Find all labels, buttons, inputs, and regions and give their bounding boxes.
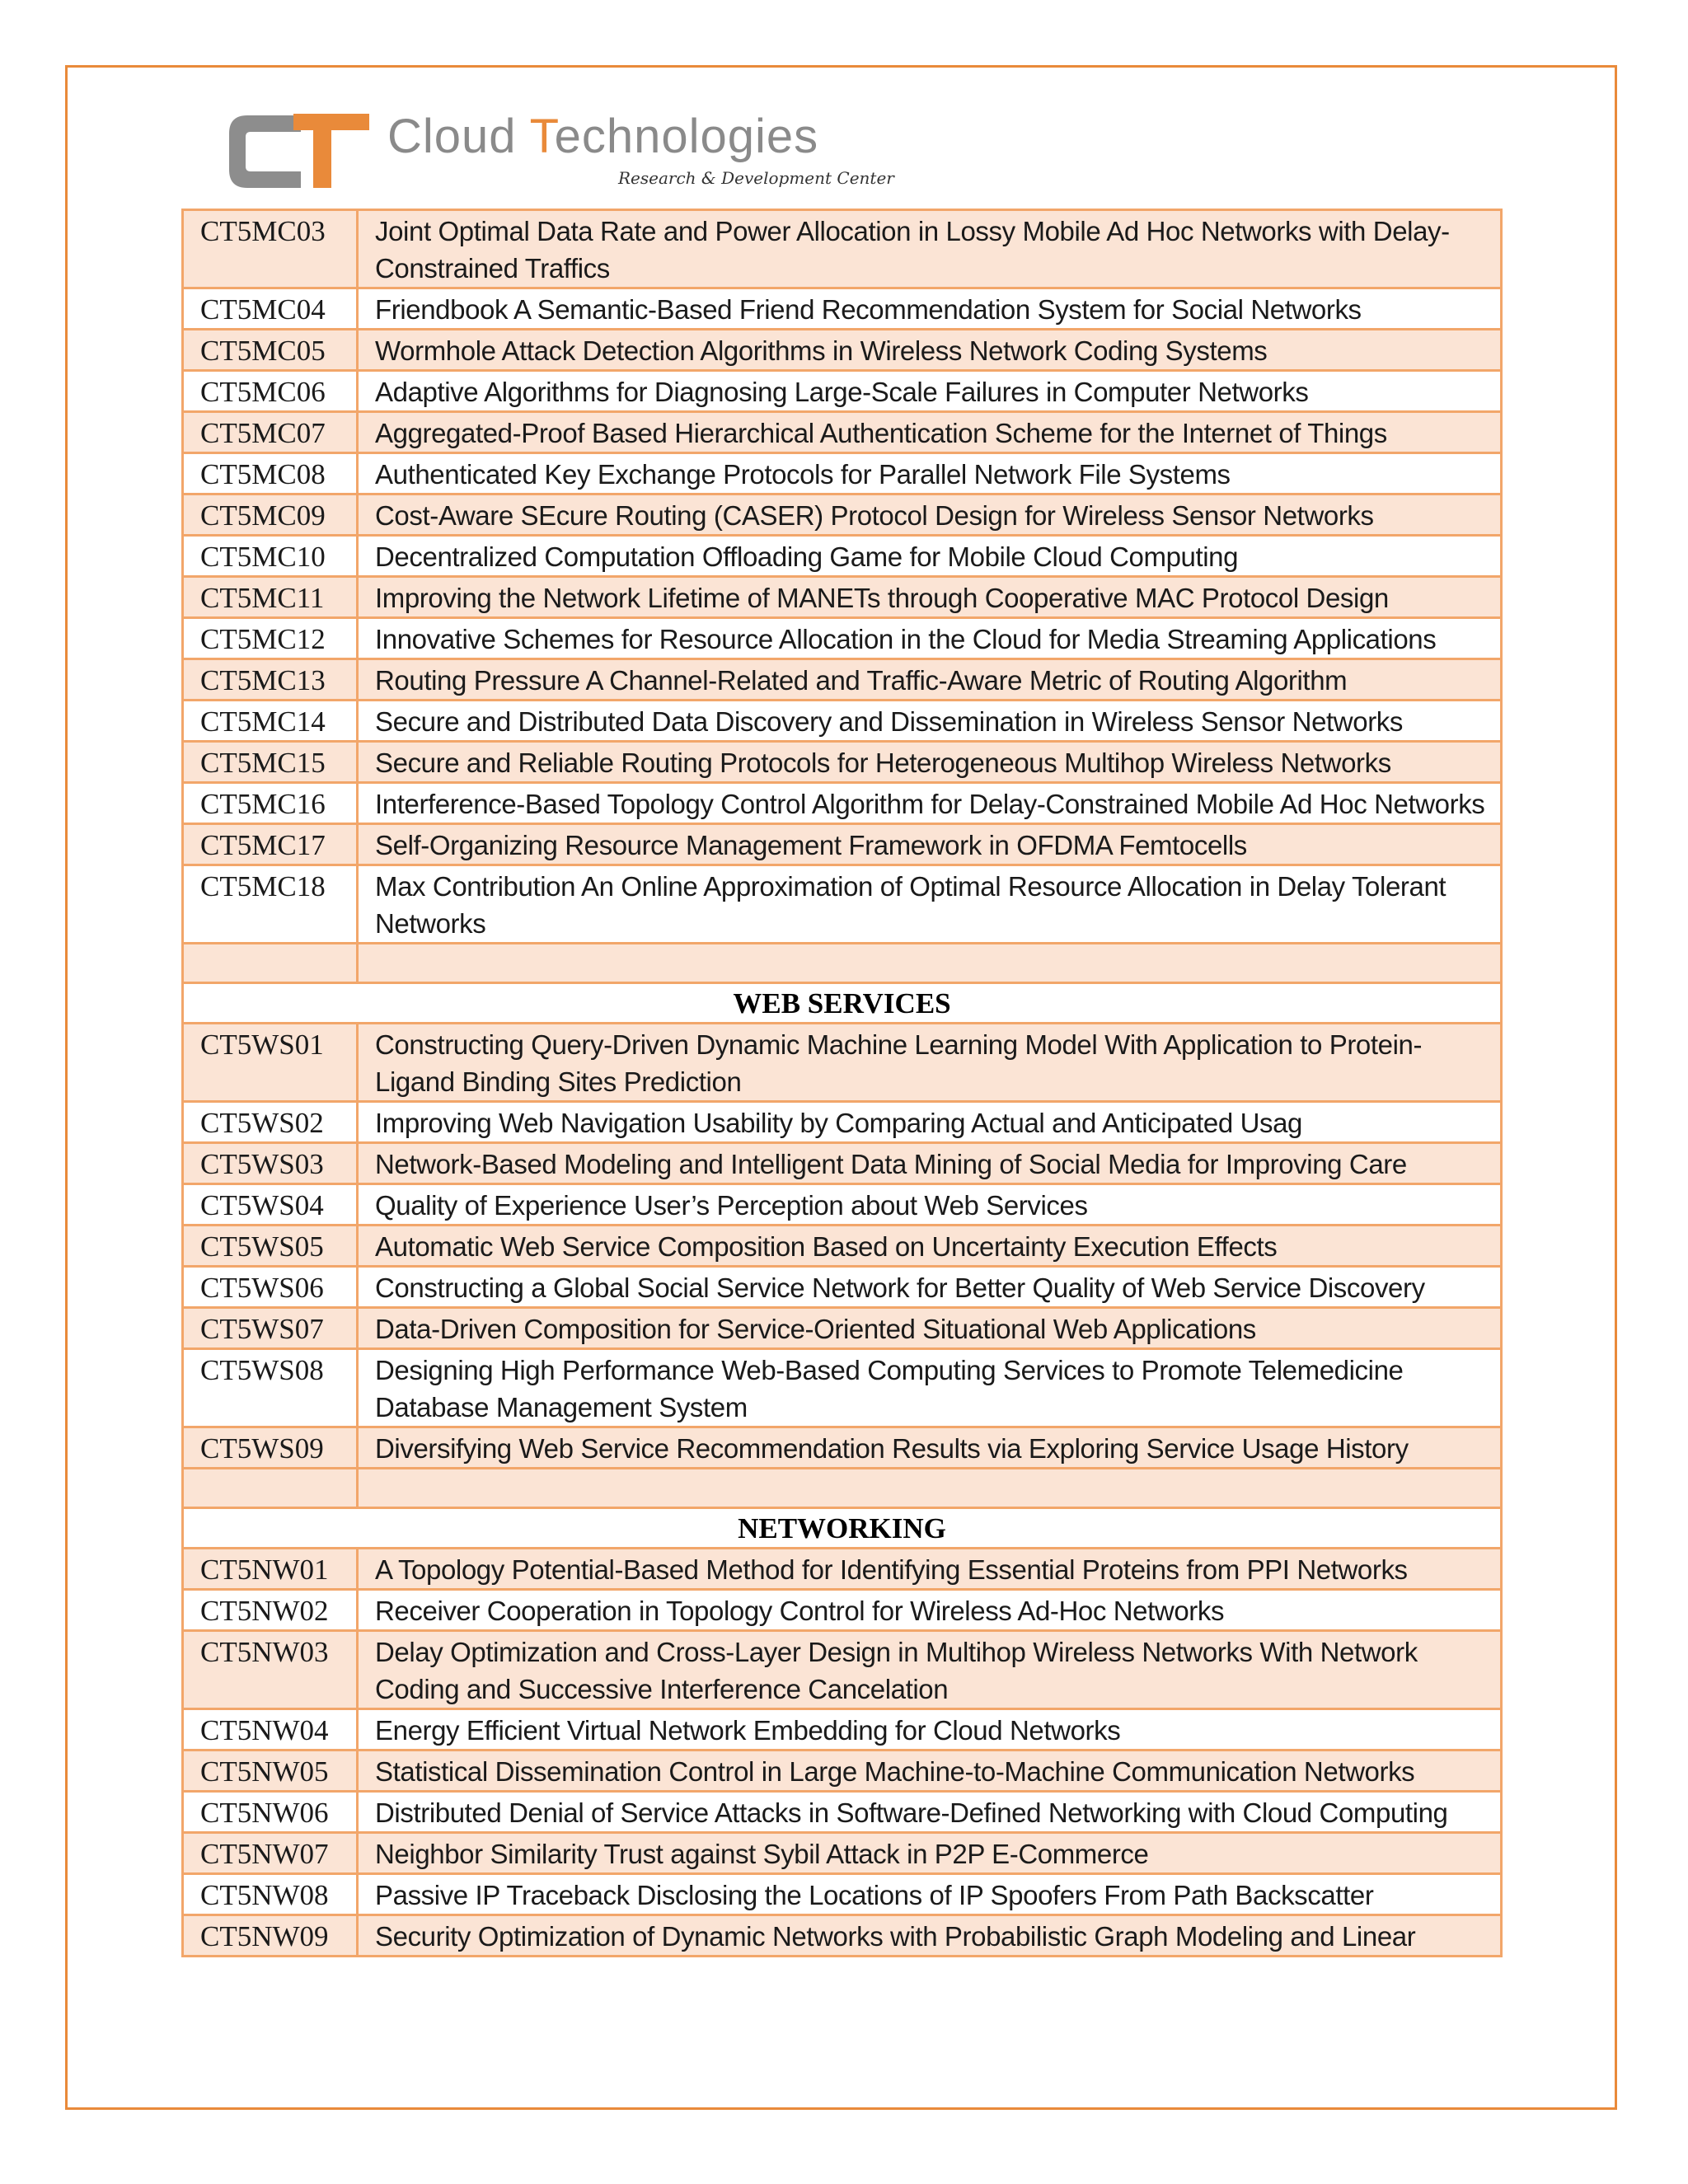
table-row — [183, 742, 1502, 783]
project-title: Secure and Distributed Data Discovery and Dissemination in Wireless Sensor Networks — [358, 701, 1502, 742]
project-title: Improving the Network Lifetime of MANETs through Cooperative MAC Protocol Design — [358, 577, 1502, 618]
project-title: Designing High Performance Web-Based Computing Services to Promote Telemedicine Database Management System — [358, 1349, 1502, 1427]
project-code: CT5MC06 — [183, 371, 358, 412]
project-code: CT5MC17 — [183, 824, 358, 865]
blank-cell — [183, 944, 358, 983]
table-row — [183, 494, 1502, 536]
project-code: CT5MC04 — [183, 288, 358, 330]
table-row — [183, 1427, 1502, 1469]
project-code: CT5MC14 — [183, 701, 358, 742]
table-row — [183, 1874, 1502, 1915]
project-code: CT5MC11 — [183, 577, 358, 618]
project-title: Joint Optimal Data Rate and Power Allocation in Lossy Mobile Ad Hoc Networks with Delay-Constrained Traffics — [358, 210, 1502, 288]
project-code: CT5WS03 — [183, 1143, 358, 1184]
table-row — [183, 659, 1502, 701]
project-code: CT5NW09 — [183, 1915, 358, 1957]
project-title: Decentralized Computation Offloading Game for Mobile Cloud Computing — [358, 536, 1502, 577]
project-title: Energy Efficient Virtual Network Embedding for Cloud Networks — [358, 1709, 1502, 1750]
table-row — [183, 1184, 1502, 1226]
section-heading: WEB SERVICES — [183, 983, 1502, 1024]
project-code: CT5NW07 — [183, 1833, 358, 1874]
project-title: Interference-Based Topology Control Algorithm for Delay-Constrained Mobile Ad Hoc Networks — [358, 783, 1502, 824]
ct-logo-mark-icon — [223, 107, 379, 196]
brand-name: Cloud Technologies — [387, 110, 819, 163]
table-row — [183, 412, 1502, 453]
table-row — [183, 1308, 1502, 1349]
table-row — [183, 577, 1502, 618]
project-code: CT5NW06 — [183, 1792, 358, 1833]
table-row — [183, 288, 1502, 330]
project-code: CT5NW04 — [183, 1709, 358, 1750]
project-code: CT5WS09 — [183, 1427, 358, 1469]
table-row — [183, 330, 1502, 371]
table-row — [183, 1590, 1502, 1631]
project-code: CT5WS02 — [183, 1102, 358, 1143]
project-code: CT5MC05 — [183, 330, 358, 371]
project-title: Security Optimization of Dynamic Networks with Probabilistic Graph Modeling and Linear — [358, 1915, 1502, 1957]
blank-cell — [358, 1469, 1502, 1508]
project-title: Receiver Cooperation in Topology Control for Wireless Ad-Hoc Networks — [358, 1590, 1502, 1631]
section-heading-row — [183, 1508, 1502, 1549]
table-row — [183, 1024, 1502, 1102]
project-title: Passive IP Traceback Disclosing the Locations of IP Spoofers From Path Backscatter — [358, 1874, 1502, 1915]
project-title: Max Contribution An Online Approximation of Optimal Resource Allocation in Delay Tolerant Networks — [358, 865, 1502, 944]
project-code: CT5NW02 — [183, 1590, 358, 1631]
project-code: CT5WS04 — [183, 1184, 358, 1226]
table-row — [183, 1349, 1502, 1427]
project-title: Improving Web Navigation Usability by Comparing Actual and Anticipated Usag — [358, 1102, 1502, 1143]
project-title: Authenticated Key Exchange Protocols for Parallel Network File Systems — [358, 453, 1502, 494]
project-code: CT5MC09 — [183, 494, 358, 536]
table-row — [183, 453, 1502, 494]
project-title: Diversifying Web Service Recommendation Results via Exploring Service Usage History — [358, 1427, 1502, 1469]
table-row — [183, 1267, 1502, 1308]
blank-spacer-row — [183, 1469, 1502, 1508]
project-title: Network-Based Modeling and Intelligent Data Mining of Social Media for Improving Care — [358, 1143, 1502, 1184]
project-title: Constructing a Global Social Service Network for Better Quality of Web Service Discovery — [358, 1267, 1502, 1308]
project-title: Quality of Experience User’s Perception about Web Services — [358, 1184, 1502, 1226]
section-heading: NETWORKING — [183, 1508, 1502, 1549]
blank-cell — [183, 1469, 358, 1508]
project-title: Neighbor Similarity Trust against Sybil Attack in P2P E-Commerce — [358, 1833, 1502, 1874]
project-code: CT5NW03 — [183, 1631, 358, 1709]
project-title: Constructing Query-Driven Dynamic Machine Learning Model With Application to Protein-Ligand Binding Sites Prediction — [358, 1024, 1502, 1102]
table-row — [183, 1915, 1502, 1957]
project-code: CT5MC07 — [183, 412, 358, 453]
table-row — [183, 1750, 1502, 1792]
project-topics-table — [181, 209, 1503, 1957]
project-title: Distributed Denial of Service Attacks in Software-Defined Networking with Cloud Computing — [358, 1792, 1502, 1833]
project-title: Routing Pressure A Channel-Related and Traffic-Aware Metric of Routing Algorithm — [358, 659, 1502, 701]
table-row — [183, 371, 1502, 412]
table-row — [183, 618, 1502, 659]
project-code: CT5MC13 — [183, 659, 358, 701]
project-title: Wormhole Attack Detection Algorithms in Wireless Network Coding Systems — [358, 330, 1502, 371]
project-title: Delay Optimization and Cross-Layer Design in Multihop Wireless Networks With Network Coding and Successive Interference Cancelation — [358, 1631, 1502, 1709]
table-row — [183, 1792, 1502, 1833]
project-code: CT5NW01 — [183, 1549, 358, 1590]
brand-tagline: Research & Development Center — [618, 168, 894, 188]
project-code: CT5MC18 — [183, 865, 358, 944]
project-title: A Topology Potential-Based Method for Identifying Essential Proteins from PPI Networks — [358, 1549, 1502, 1590]
table-row — [183, 783, 1502, 824]
project-code: CT5MC10 — [183, 536, 358, 577]
project-title: Adaptive Algorithms for Diagnosing Large-Scale Failures in Computer Networks — [358, 371, 1502, 412]
blank-spacer-row — [183, 944, 1502, 983]
project-title: Cost-Aware SEcure Routing (CASER) Protocol Design for Wireless Sensor Networks — [358, 494, 1502, 536]
project-code: CT5WS05 — [183, 1226, 358, 1267]
project-code: CT5MC03 — [183, 210, 358, 288]
table-row — [183, 1833, 1502, 1874]
project-code: CT5MC12 — [183, 618, 358, 659]
project-code: CT5NW08 — [183, 1874, 358, 1915]
project-code: CT5MC08 — [183, 453, 358, 494]
table-row — [183, 1631, 1502, 1709]
table-row — [183, 1709, 1502, 1750]
project-code: CT5MC16 — [183, 783, 358, 824]
blank-cell — [358, 944, 1502, 983]
project-title: Innovative Schemes for Resource Allocation in the Cloud for Media Streaming Applications — [358, 618, 1502, 659]
table-row — [183, 1226, 1502, 1267]
company-logo — [223, 107, 894, 198]
project-title: Automatic Web Service Composition Based on Uncertainty Execution Effects — [358, 1226, 1502, 1267]
project-code: CT5NW05 — [183, 1750, 358, 1792]
project-title: Secure and Reliable Routing Protocols for Heterogeneous Multihop Wireless Networks — [358, 742, 1502, 783]
project-code: CT5WS08 — [183, 1349, 358, 1427]
table-row — [183, 210, 1502, 288]
project-title: Aggregated-Proof Based Hierarchical Authentication Scheme for the Internet of Things — [358, 412, 1502, 453]
section-heading-row — [183, 983, 1502, 1024]
project-title: Statistical Dissemination Control in Large Machine-to-Machine Communication Networks — [358, 1750, 1502, 1792]
table-row — [183, 1549, 1502, 1590]
project-title: Self-Organizing Resource Management Framework in OFDMA Femtocells — [358, 824, 1502, 865]
table-row — [183, 1102, 1502, 1143]
table-row — [183, 701, 1502, 742]
project-title: Data-Driven Composition for Service-Oriented Situational Web Applications — [358, 1308, 1502, 1349]
project-title: Friendbook A Semantic-Based Friend Recommendation System for Social Networks — [358, 288, 1502, 330]
table-row — [183, 865, 1502, 944]
table-row — [183, 1143, 1502, 1184]
project-code: CT5WS06 — [183, 1267, 358, 1308]
project-code: CT5WS01 — [183, 1024, 358, 1102]
project-code: CT5MC15 — [183, 742, 358, 783]
project-code: CT5WS07 — [183, 1308, 358, 1349]
table-row — [183, 824, 1502, 865]
table-row — [183, 536, 1502, 577]
